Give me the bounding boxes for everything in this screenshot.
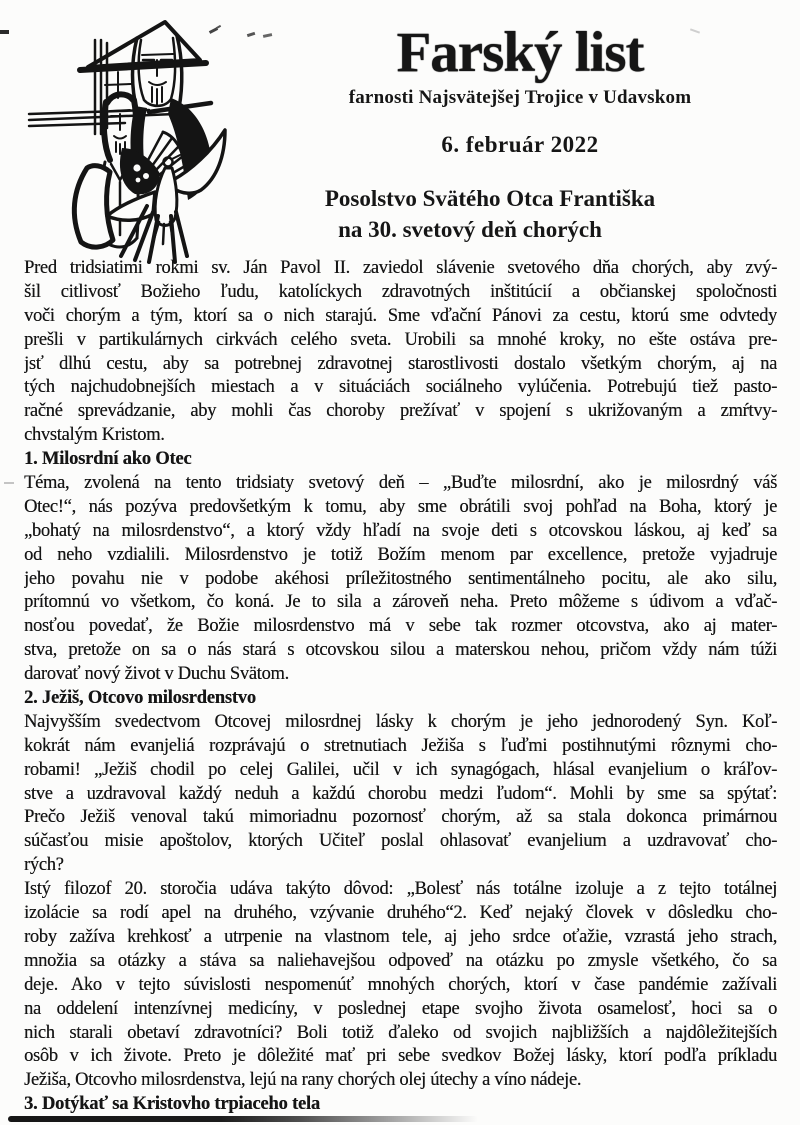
body-text-line: roby zažíva krehkosť a utrpenie na vlastnom tele, aj jeho srdce oťažie, vzrastá jeho strach, — [24, 926, 777, 947]
body-text-line: voči chorým a tým, ktorí sa o nich starajú. Sme vďační Pánovi za cestu, ktorú sme odvtedy — [24, 305, 777, 326]
body-text-line: od neho vzdialili. Milosrdenstvo je totiž Božím menom par excellence, pretože vyjadruje — [24, 544, 777, 565]
body-text-line: prítomnú vo všetkom, čo koná. Je to sila a zároveň neha. Preto môžeme s údivom a vďač- — [24, 592, 777, 613]
body-text-line: Téma, zvolená na tento tridsiaty svetový deň – „Buďte milosrdní, ako je milosrdný váš — [24, 473, 777, 494]
body-text-line: Najvyšším svedectvom Otcovej milosrdnej lásky k chorým je jeho jednorodený Syn. Koľ- — [24, 711, 777, 732]
body-text-line: nich starali obetaví zdravotníci? Boli totiž ďaleko od svojich najbližších a najdôležitejších — [24, 1022, 777, 1043]
body-text-line: Otec!“, nás pozýva predovšetkým k tomu, aby sme obrátili svoj pohľad na Boha, ktorý je — [24, 496, 777, 517]
body-text-line: Istý filozof 20. storočia udáva takýto dôvod: „Bolesť nás totálne izoluje a z tejto totálnej — [24, 879, 777, 900]
body-text-line: darovať nový život v Duchu Svätom. — [24, 664, 289, 685]
body-text-line: šil citlivosť Božieho ľudu, katolíckych zdravotných inštitúcií a občianskej spoločnosti — [24, 281, 777, 302]
body-text-line: stva, pretože on sa o nás stará s otcovskou silou a materskou nehou, pričom vždy nám túži — [24, 640, 777, 661]
issue-date: 6. február 2022 — [441, 132, 599, 157]
scan-speck — [247, 32, 255, 37]
message-title-line1: Posolstvo Svätého Otca Františka — [324, 186, 656, 211]
body-text-line: jsť dlhú cestu, aby sa potrebnej zdravotnej starostlivosti dostalo všetkým chorým, aj na — [24, 353, 777, 374]
body-text-line: izolácie sa rodí apel na druhého, vzývanie druhého“2. Keď nejaký človek v dôsledku cho- — [24, 903, 777, 924]
section-heading: 3. Dotýkať sa Kristovho trpiaceho tela — [24, 1094, 320, 1115]
body-text-line: deje. Ako v tejto súvislosti nespomenúť mnohých chorých, ktorí v čase pandémie zažívali — [24, 974, 777, 995]
body-text-line: súčasťou misie apoštolov, ktorých Učiteľ poslal ohlasovať evanjelium a uzdravovať cho- — [24, 831, 777, 852]
newsletter-title: Farský list — [396, 21, 644, 84]
body-text-line: robami! „Ježiš chodil po celej Galilei, učil v ich synagógach, hlásal evanjelium o kráľov- — [24, 759, 777, 780]
body-text-line: množia sa otázky a stáva sa naliehavejšou odpoveď na otázku po zmysle všetkého, čo sa — [24, 950, 777, 971]
body-text-line: tých najchudobnejších miestach a v situáciách sociálneho vylúčenia. Potrebujú tiež pasto- — [24, 377, 777, 398]
body-text-line: na oddelení intenzívnej medicíny, v poslednej etape svojho života osamelosť, hoci sa o — [24, 998, 777, 1019]
body-text-line: rých? — [24, 855, 64, 876]
scan-speck — [0, 30, 9, 34]
message-title-line2: na 30. svetový deň chorých — [338, 217, 602, 242]
body-text-line: osôb v ich živote. Preto je dôležité mať pri sebe svedkov Božej lásky, ktorí podľa príkladu — [24, 1046, 777, 1067]
body-text-line: Ježiša, Otcovho milosrdenstva, lejú na rany chorých olej útechy a víno nádeje. — [24, 1070, 582, 1091]
message-title — [170, 183, 800, 245]
body-text-line: chvstalým Kristom. — [24, 425, 165, 446]
body-text-line: Prečo Ježiš venoval takú mimoriadnu pozornosť chorým, až sa stala dokonca primárnou — [24, 807, 777, 828]
scan-speck — [4, 482, 14, 484]
body-text-line: Pred tridsiatimi rokmi sv. Ján Pavol II. zaviedol slávenie svetového dňa chorých, aby zvý- — [24, 258, 777, 278]
body-text-line: jeho povahu nie v podobe akéhosi príležitostného sentimentálneho pocitu, ale ako silu, — [24, 568, 777, 589]
section-heading: 2. Ježiš, Otcovo milosrdenstvo — [24, 688, 256, 709]
section-heading: 1. Milosrdní ako Otec — [24, 449, 192, 470]
newsletter-subtitle: farnosti Najsvätejšej Trojice v Udavskom — [348, 87, 692, 108]
masthead — [265, 22, 775, 158]
body-text-line: prešli v partikulárnych cirkvách celého sveta. Urobili sa mnohé kroky, no ešte ostáva pre- — [24, 329, 777, 350]
body-text-line: stve a uzdravoval každý neduh a každú chorobu medzi ľudom“. Mohli by sme sa spýtať: — [24, 783, 777, 804]
body-text-line: „bohatý na milosrdenstvo“, a ktorý vždy hľadí na svoje deti s otcovskou láskou, aj keď sa — [24, 520, 777, 541]
article-body — [24, 257, 777, 1117]
body-text-line: račné sprevádzanie, aby mohli čas choroby prežívať v spojení s ukrižovaným a zmŕtvy- — [24, 401, 777, 422]
body-text-line: kokrát nám evanjeliá rozprávajú o stretnutiach Ježiša s ľuďmi postihnutými rôznymi cho- — [24, 735, 777, 756]
scan-artifact-bottom-cutoff — [8, 1116, 478, 1122]
body-text-line: nosťou povedať, že Božie milosrdenstvo má v sebe tak rozmer otcovstva, ako aj mater- — [24, 616, 777, 637]
